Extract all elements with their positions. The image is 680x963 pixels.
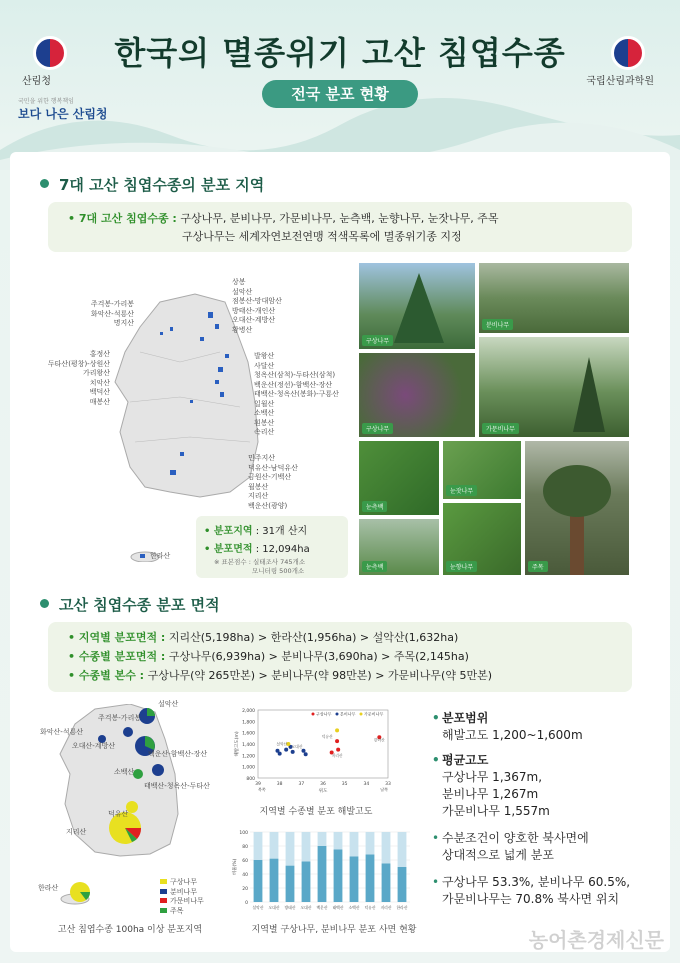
scatter-point: [304, 752, 308, 756]
bar-y-tick: 40: [242, 873, 248, 878]
map-labels-left-mid: 홍정산 두타산(평창)-상원산 가리왕산 치악산 백덕산 매봉산: [47, 350, 110, 406]
section2-infobox: • 지역별 분포면적 : 지리산(5,198ha) > 한라산(1,956ha) > 설악산(1,632ha) • 수종별 분포면적 : 구상나무(6,939ha) > 분비나무(3,690ha) > 주목(2,145ha) • 수종별 본수 : 구상나무(약 265만본) > 분비나무(약 98만본) > 가문비나무(약 5만본): [48, 622, 632, 692]
bar-segment: [270, 832, 279, 859]
altitude-scatter-chart: [228, 702, 404, 802]
scatter-annotation: 설악산: [276, 741, 288, 747]
bar-category-label: 덕유산: [364, 905, 376, 910]
bar-segment: [350, 857, 359, 903]
map2-label-baegun: 백운산-함백산-장산: [148, 750, 208, 758]
scatter-ylabel: 해발고도(m): [235, 731, 240, 757]
scatter-annotation: 오대산: [291, 743, 303, 749]
photo-jumok: 주목: [524, 440, 630, 576]
bar-segment: [254, 832, 263, 860]
scatter-x-tick: 33: [385, 782, 391, 787]
bar-category-label: 지리산: [380, 905, 392, 910]
scatter-x-end-left: 북쪽: [258, 787, 266, 792]
scatter-x-tick: 37: [298, 782, 305, 787]
slogan-logo: 국민을 위한 행복책임 보다 나은 산림청: [18, 98, 108, 121]
photo-gamunbi: 가문비나무: [478, 336, 630, 438]
scatter-x-tick: 34: [363, 782, 370, 787]
bar-segment: [254, 860, 263, 902]
scatter-y-tick: 1,200: [242, 754, 255, 760]
scatter-xlabel: 위도: [318, 789, 328, 794]
photo-nunhyang: 눈향나무: [442, 502, 522, 576]
page-subtitle: 전국 분포 현황: [262, 80, 418, 108]
map2-label-jiri: 지리산: [66, 828, 87, 836]
photo-gusang-1: 구상나무: [358, 262, 476, 350]
map2-label-sobaek: 소백산: [114, 768, 135, 776]
content-card: [10, 152, 670, 952]
bar-category-label: 백운산: [316, 905, 328, 910]
bar-segment: [366, 854, 375, 902]
photo-nuncheukbaek-2: 눈측백: [358, 518, 440, 576]
bar-category-label: 방태산: [284, 905, 296, 910]
scatter-point: [335, 728, 339, 732]
bar-segment: [366, 832, 375, 854]
species-note: 구상나무는 세계자연보전연맹 적색목록에 멸종위기종 지정: [182, 230, 462, 243]
org-right: 국립산림과학원: [586, 76, 654, 87]
scatter-point: [278, 752, 282, 756]
bar-segment: [334, 850, 343, 903]
scatter-x-tick: 35: [341, 782, 348, 787]
scatter-caption: 지역별 수종별 분포 해발고도: [259, 807, 373, 817]
bar-y-tick: 80: [242, 845, 248, 850]
scatter-y-tick: 1,600: [242, 731, 255, 737]
species-label: • 7대 고산 침엽수종 :: [68, 212, 177, 225]
bar-segment: [350, 832, 359, 857]
scatter-point: [284, 748, 288, 752]
scatter-legend-label: 구상나무: [316, 711, 332, 717]
bar-segment: [302, 861, 311, 902]
section1-heading: 7대 고산 침엽수종의 분포 지역: [40, 174, 264, 195]
watermark: 농어촌경제신문: [528, 928, 664, 952]
scatter-y-tick: 1,400: [242, 743, 255, 748]
bar-category-label: 소백산: [348, 905, 360, 910]
map2-label-seorak: 설악산: [158, 700, 179, 708]
map2-label-hwaak: 화악산-석룡산: [40, 728, 84, 736]
scatter-x-tick: 36: [320, 782, 326, 787]
photo-bunbi: 분비나무: [478, 262, 630, 334]
scatter-legend-swatch: [336, 713, 339, 716]
map2-legend: 구상나무 분비나무 가문비나무 주목: [160, 878, 204, 916]
bar-category-label: 오대산: [268, 905, 280, 910]
photo-nunjat: 눈잣나무: [442, 440, 522, 500]
page-title: 한국의 멸종위기 고산 침엽수종: [114, 34, 566, 72]
bar-segment: [286, 866, 295, 902]
facts-panel: • 분포범위 해발고도 1,200~1,600m • 평균고도 구상나무 1,367m, 분비나무 1,267m 가문비나무 1,557m • 수분조건이 양호한 북사면에 상대적으로 넓게 분포 • 구상나무 53.3%, 분비나무 60.5%, 가문비나무는 70.8% 북사면 위치: [442, 710, 662, 908]
scatter-y-tick: 1,000: [242, 765, 255, 771]
bar-category-label: 한라산: [396, 905, 408, 910]
scatter-y-tick: 800: [246, 777, 255, 782]
slope-bar-chart: [228, 828, 418, 924]
map2-label-jugeok: 주걱봉-가리봉: [98, 714, 142, 722]
pie-seorak: [139, 708, 155, 724]
section1-infobox: [48, 202, 632, 252]
bar-segment: [334, 832, 343, 850]
org-left: 산림청: [22, 76, 51, 87]
scatter-point: [336, 748, 340, 752]
species-list: 구상나무, 분비나무, 가문비나무, 눈측백, 눈향나무, 눈잣나무, 주목: [180, 212, 499, 225]
scatter-legend-label: 가문비나무: [364, 711, 384, 717]
bar-segment: [302, 832, 311, 861]
scatter-point: [335, 739, 339, 743]
photo-nuncheukbaek-1: 눈측백: [358, 440, 440, 516]
bar-segment: [398, 832, 407, 867]
bar-segment: [286, 832, 295, 866]
scatter-point: [302, 749, 306, 753]
scatter-annotation: 덕유산: [321, 733, 333, 739]
map-label-jeju: 한라산: [150, 552, 171, 560]
scatter-point: [291, 750, 295, 754]
map-labels-right-mid: 발왕산 사달산 청옥산(삼척)-두타산(삼척) 백운산(정선)-함백산-장산 태백산-청옥산(봉화)-구룡산 일월산 소백산 흰봉산 속리산: [254, 352, 339, 436]
map2-caption: 고산 침엽수종 100ha 이상 분포지역: [57, 925, 203, 935]
bar-segment: [318, 846, 327, 902]
map2-label-odae: 오대산-계방산: [72, 742, 116, 750]
scatter-legend-swatch: [312, 713, 315, 716]
bar-caption: 지역별 구상나무, 분비나무 분포 사면 현황: [251, 925, 417, 935]
bar-segment: [382, 832, 391, 864]
photo-gusang-cones: 구상나무: [358, 352, 476, 438]
map-labels-left: 주걱봉-가리봉 화악산-석룡산 명지산: [90, 300, 134, 327]
distribution-summary: • 분포지역 : 31개 산지 • 분포면적 : 12,094ha ※ 표본점수 : 실태조사 745개소 모니터링 500개소: [196, 516, 348, 578]
bar-y-tick: 20: [242, 887, 248, 892]
bar-segment: [382, 864, 391, 903]
bar-category-label: 태백산: [332, 905, 344, 910]
bar-segment: [398, 867, 407, 902]
section2-heading: 고산 침엽수종 분포 면적: [40, 594, 220, 615]
scatter-legend-swatch: [360, 713, 363, 716]
bar-y-tick: 0: [245, 901, 248, 906]
bar-y-tick: 60: [242, 859, 248, 864]
map2-label-deogyu: 덕유산: [108, 810, 129, 818]
scatter-x-tick: 38: [276, 782, 283, 787]
scatter-annotation: 지리산: [331, 753, 343, 759]
scatter-annotation: 한라산: [373, 737, 385, 743]
bar-segment: [318, 832, 327, 846]
scatter-y-tick: 2,000: [242, 709, 255, 714]
scatter-legend-label: 분비나무: [340, 711, 356, 717]
bar-ylabel: 비율(%): [233, 858, 238, 876]
scatter-x-end-right: 남쪽: [380, 787, 388, 792]
scatter-x-tick: 39: [255, 782, 261, 787]
bar-y-tick: 100: [239, 831, 248, 836]
map2-label-halla: 한라산: [38, 884, 59, 892]
bar-segment: [270, 859, 279, 902]
bar-category-label: 설악산: [252, 905, 264, 910]
map-labels-right-top: 상봉 설악산 점봉산-망대암산 방태산-개인산 오대산-계방산 황병산: [232, 278, 282, 334]
bar-category-label: 오대산: [300, 905, 312, 910]
map-labels-right-bottom: 민주지산 덕유산-남덕유산 금원산-기백산 월봉산 지리산 백운산(광양): [248, 454, 298, 510]
map2-label-taebaek: 태백산-청옥산-두타산: [144, 782, 210, 790]
scatter-y-tick: 1,800: [242, 720, 255, 726]
